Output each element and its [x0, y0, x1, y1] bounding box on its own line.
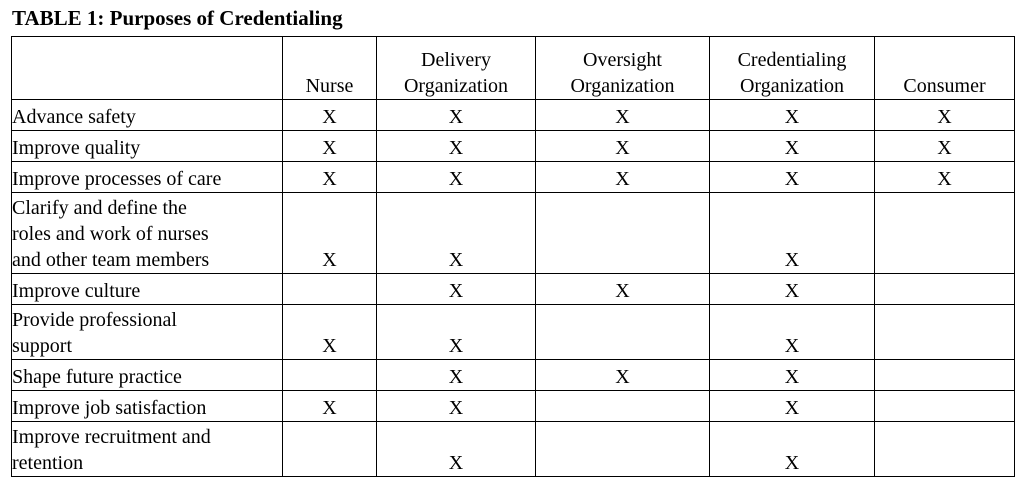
- table-cell: X: [710, 391, 875, 422]
- table-cell: X: [536, 162, 710, 193]
- table-row: [12, 274, 1015, 305]
- table-cell: X: [377, 100, 536, 131]
- column-header-nurse: Nurse: [283, 37, 377, 100]
- table-cell: [875, 274, 1015, 305]
- table-cell: X: [536, 360, 710, 391]
- header-row: [12, 37, 1015, 100]
- column-header-credentialing-organization: Credentialing Organization: [710, 37, 875, 100]
- table-cell: X: [283, 391, 377, 422]
- table-cell: X: [283, 162, 377, 193]
- row-label: Improve job satisfaction: [12, 391, 283, 422]
- table-cell: X: [710, 274, 875, 305]
- table-cell: X: [875, 100, 1015, 131]
- table-cell: X: [377, 131, 536, 162]
- table-cell: X: [710, 131, 875, 162]
- table-cell: X: [536, 274, 710, 305]
- table-cell: X: [710, 193, 875, 274]
- row-label: Advance safety: [12, 100, 283, 131]
- table-cell: [875, 360, 1015, 391]
- table-cell: X: [710, 422, 875, 477]
- table-cell: [283, 422, 377, 477]
- table-cell: X: [875, 162, 1015, 193]
- row-label: Improve recruitment and retention: [12, 422, 283, 477]
- table-row: [12, 162, 1015, 193]
- header-corner: [12, 37, 283, 100]
- table-cell: [536, 193, 710, 274]
- table-cell: X: [283, 305, 377, 360]
- table-row: [12, 422, 1015, 477]
- table-cell: X: [710, 360, 875, 391]
- table-cell: X: [283, 193, 377, 274]
- row-label: Improve quality: [12, 131, 283, 162]
- table-cell: [283, 274, 377, 305]
- row-label: Clarify and define the roles and work of nurses and other team members: [12, 193, 283, 274]
- table-cell: X: [536, 100, 710, 131]
- table-row: [12, 193, 1015, 274]
- table-row: [12, 100, 1015, 131]
- table-cell: [875, 422, 1015, 477]
- table-cell: X: [377, 360, 536, 391]
- table-cell: [875, 193, 1015, 274]
- credentialing-table: [11, 36, 1015, 477]
- table-row: [12, 131, 1015, 162]
- table-row: [12, 305, 1015, 360]
- table-cell: X: [377, 422, 536, 477]
- table-cell: X: [377, 274, 536, 305]
- table-cell: X: [536, 131, 710, 162]
- table-cell: X: [377, 193, 536, 274]
- column-header-delivery-organization: Delivery Organization: [377, 37, 536, 100]
- row-label: Improve culture: [12, 274, 283, 305]
- table-row: [12, 360, 1015, 391]
- table-row: [12, 391, 1015, 422]
- table-cell: X: [283, 100, 377, 131]
- column-header-consumer: Consumer: [875, 37, 1015, 100]
- table-cell: [875, 391, 1015, 422]
- table-cell: X: [377, 305, 536, 360]
- row-label: Provide professional support: [12, 305, 283, 360]
- row-label: Improve processes of care: [12, 162, 283, 193]
- table-cell: [536, 391, 710, 422]
- table-cell: X: [710, 305, 875, 360]
- table-cell: [283, 360, 377, 391]
- column-header-oversight-organization: Oversight Organization: [536, 37, 710, 100]
- table-cell: X: [875, 131, 1015, 162]
- table-cell: X: [710, 162, 875, 193]
- table-title: TABLE 1: Purposes of Credentialing: [12, 6, 343, 30]
- table-cell: X: [710, 100, 875, 131]
- table-cell: X: [377, 391, 536, 422]
- row-label: Shape future practice: [12, 360, 283, 391]
- table-cell: [536, 305, 710, 360]
- table-cell: X: [283, 131, 377, 162]
- table-cell: [536, 422, 710, 477]
- table-cell: [875, 305, 1015, 360]
- table-cell: X: [377, 162, 536, 193]
